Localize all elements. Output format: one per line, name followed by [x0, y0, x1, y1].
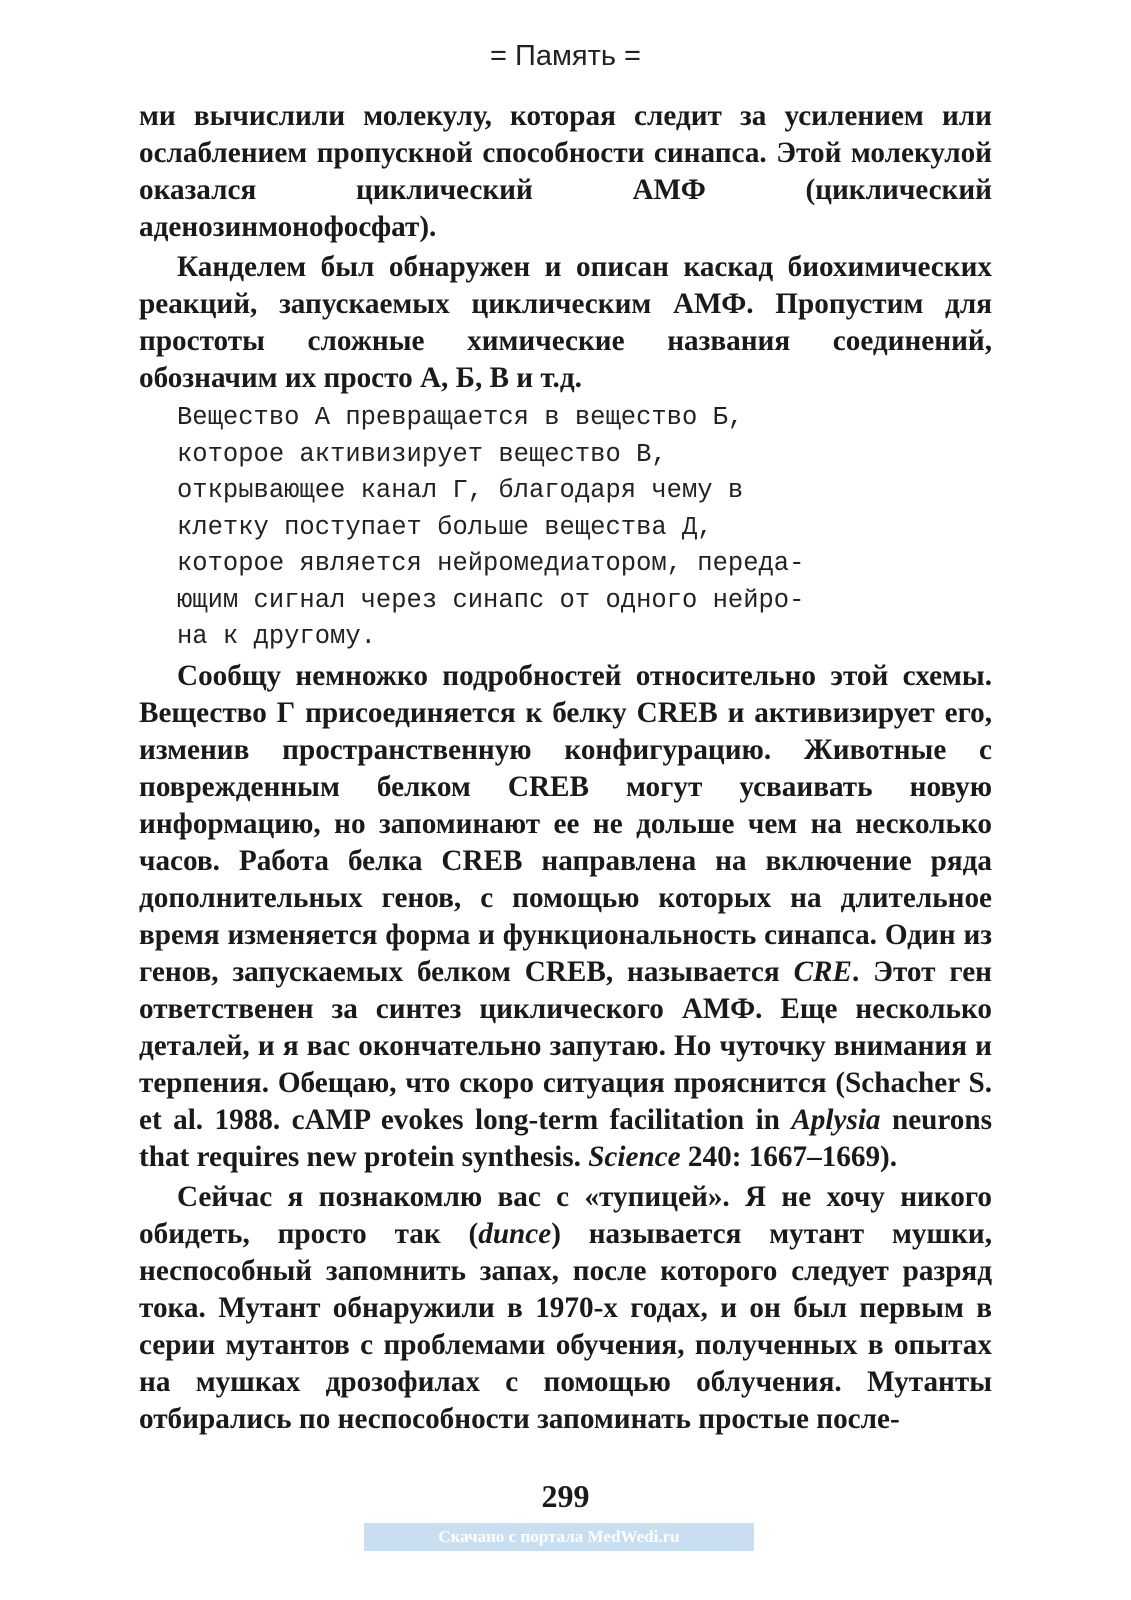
text-run: Сейчас я познакомлю вас с «тупицей». Я не хочу никого обидеть, просто так (	[139, 1180, 992, 1250]
download-watermark: Скачано с портала MedWedi.ru	[364, 1523, 754, 1551]
cascade-line: которое активизирует вещество В,	[177, 439, 667, 469]
paragraph-4	[139, 1179, 992, 1438]
organism-name: Aplysia	[791, 1103, 881, 1136]
cascade-line: ющим сигнал через синапс от одного нейро-	[177, 585, 805, 615]
paragraph-1: ми вычислили молекулу, которая следит за усилением или ослаблением пропускной способности синапса. Этой молекулой оказался циклический АМФ (циклический аденозинмонофосфат).	[139, 100, 992, 243]
text-run: Сообщу немножко подробностей относительно этой схемы. Вещество Г присоединяется к белку CREB и активизирует его, изменив пространственную конфигурацию. Животные с поврежденным белком CREB могут усваивать новую информацию, но запоминают ее не дольше чем на несколько часов. Работа белка CREB направлена на включение ряда дополнительных генов, с помощью которых на длительное время изменяется форма и функциональность синапса. Один из генов, запускаемых белком CREB, называется	[139, 659, 992, 988]
text-run: 240: 1667–1669).	[680, 1140, 898, 1173]
text-run: neurons that requires new protein synthesis.	[139, 1103, 992, 1173]
text-run: ) называется мутант мушки, неспособный запомнить запах, после которого следует разряд тока. Мутант обнаружили в 1970-х годах, и он был первым в серии мутантов с проблемами обучения, полученных в опытах на мушках дрозофилах с помощью облучения. Мутанты отбирались по неспособности запоминать простые после-	[139, 1217, 992, 1435]
text-run: . Этот ген ответственен за синтез циклического АМФ. Еще несколько деталей, и я вас окончательно запутаю. Но чуточку внимания и терпения. Обещаю, что скоро ситуация прояснится (Schacher S. et al. 1988. cAMP evokes long-term facilitation in	[139, 955, 992, 1136]
paragraph-2: Канделем был обнаружен и описан каскад биохимических реакций, запускаемых циклическим АМФ. Пропустим для простоты сложные химические названия соединений, обозначим их просто А, Б, В и т.д.	[139, 251, 992, 394]
cascade-line: Вещество А превращается в вещество Б,	[177, 403, 744, 432]
cascade-line: открывающее канал Г, благодаря чему в	[177, 476, 744, 505]
cascade-line: на к другому.	[177, 622, 376, 651]
paragraph-3	[139, 658, 992, 1176]
cascade-line: клетку поступает больше вещества Д,	[177, 512, 713, 542]
gene-name: CRE	[793, 955, 852, 988]
page-body	[139, 98, 992, 1441]
mutant-term: dunce	[478, 1217, 552, 1250]
cascade-description	[177, 400, 992, 656]
page-number: 299	[541, 1478, 590, 1514]
running-header: = Память =	[490, 40, 641, 72]
journal-name: Science	[588, 1140, 681, 1173]
cascade-line: которое является нейромедиатором, переда-	[177, 549, 805, 578]
